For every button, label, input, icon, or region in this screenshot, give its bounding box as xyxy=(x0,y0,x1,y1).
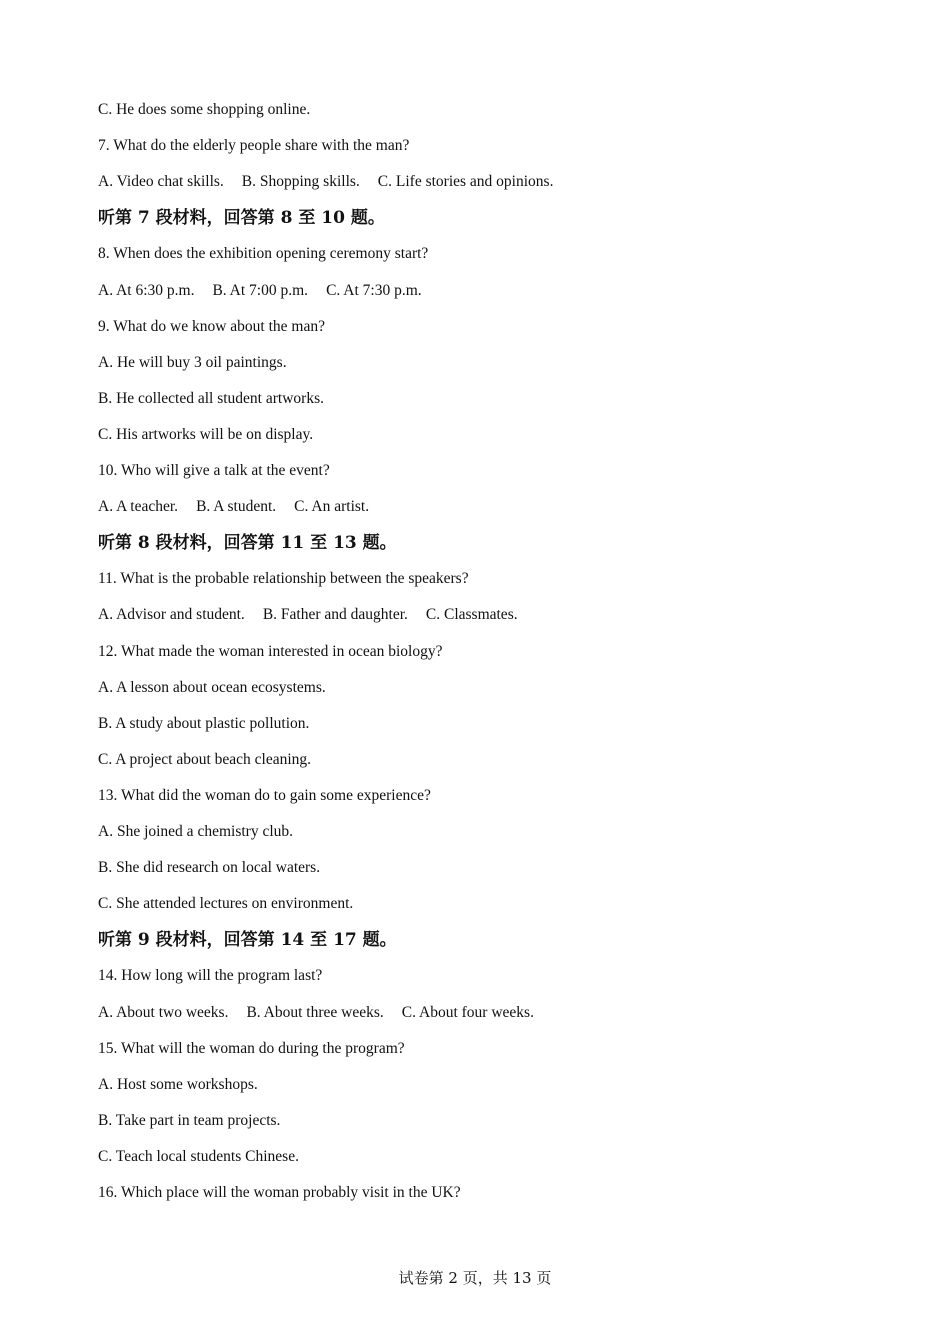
answer-options-row xyxy=(98,1003,534,1023)
answer-options-row xyxy=(98,497,369,517)
answer-option: C. He does some shopping online. xyxy=(98,101,311,118)
answer-option: B. Take part in team projects. xyxy=(98,1111,281,1129)
question-text: 10. Who will give a talk at the event? xyxy=(98,462,330,479)
answer-options-row xyxy=(98,605,518,625)
question-text: 15. What will the woman do during the program? xyxy=(98,1039,405,1057)
answer-option: C. His artworks will be on display. xyxy=(98,425,314,443)
answer-option: B. About three weeks. xyxy=(246,1003,384,1021)
section-heading: 听第 8 段材料，回答第 11 至 13 题。 xyxy=(98,533,397,554)
answer-option: B. She did research on local waters. xyxy=(98,859,321,877)
answer-option: C. At 7:30 p.m. xyxy=(326,281,422,299)
answer-option: C. She attended lectures on environment. xyxy=(98,895,354,913)
page-footer: 试卷第 2 页，共 13 页 xyxy=(398,1269,552,1287)
answer-option: A. About two weeks. xyxy=(98,1003,229,1021)
question-text: 11. What is the probable relationship between the speakers? xyxy=(98,570,469,588)
answer-option: C. An artist. xyxy=(294,498,370,516)
answer-options-row xyxy=(98,172,553,192)
question-text: 12. What made the woman interested in ocean biology? xyxy=(98,642,443,660)
question-text: 13. What did the woman do to gain some experience? xyxy=(98,786,431,804)
answer-option: A. A teacher. xyxy=(98,498,179,516)
question-text: 8. When does the exhibition opening ceremony start? xyxy=(98,245,429,263)
answer-options-row xyxy=(98,281,422,301)
answer-option: A. Advisor and student. xyxy=(98,606,245,624)
answer-option: B. At 7:00 p.m. xyxy=(212,281,309,299)
answer-option: C. Life stories and opinions. xyxy=(377,173,554,191)
answer-option: C. Teach local students Chinese. xyxy=(98,1147,299,1165)
answer-option: A. She joined a chemistry club. xyxy=(98,823,293,840)
answer-option: C. Classmates. xyxy=(425,606,518,624)
answer-option: C. A project about beach cleaning. xyxy=(98,750,312,768)
answer-option: A. A lesson about ocean ecosystems. xyxy=(98,678,326,696)
question-text: 9. What do we know about the man? xyxy=(98,317,325,335)
answer-option: A. Video chat skills. xyxy=(98,173,224,191)
question-text: 14. How long will the program last? xyxy=(98,967,323,985)
answer-option: A. At 6:30 p.m. xyxy=(98,281,195,299)
question-text: 7. What do the elderly people share with the man? xyxy=(98,137,410,155)
answer-option: A. Host some workshops. xyxy=(98,1075,258,1093)
question-text: 16. Which place will the woman probably visit in the UK? xyxy=(98,1184,461,1201)
answer-option: B. A study about plastic pollution. xyxy=(98,714,310,732)
answer-option: A. He will buy 3 oil paintings. xyxy=(98,353,287,371)
answer-option: B. Shopping skills. xyxy=(241,173,360,191)
answer-option: B. He collected all student artworks. xyxy=(98,389,324,407)
section-heading: 听第 9 段材料，回答第 14 至 17 题。 xyxy=(98,930,397,951)
answer-option: B. Father and daughter. xyxy=(262,606,408,624)
answer-option: B. A student. xyxy=(196,498,277,516)
answer-option: C. About four weeks. xyxy=(401,1003,534,1021)
section-heading: 听第 7 段材料，回答第 8 至 10 题。 xyxy=(98,208,385,229)
